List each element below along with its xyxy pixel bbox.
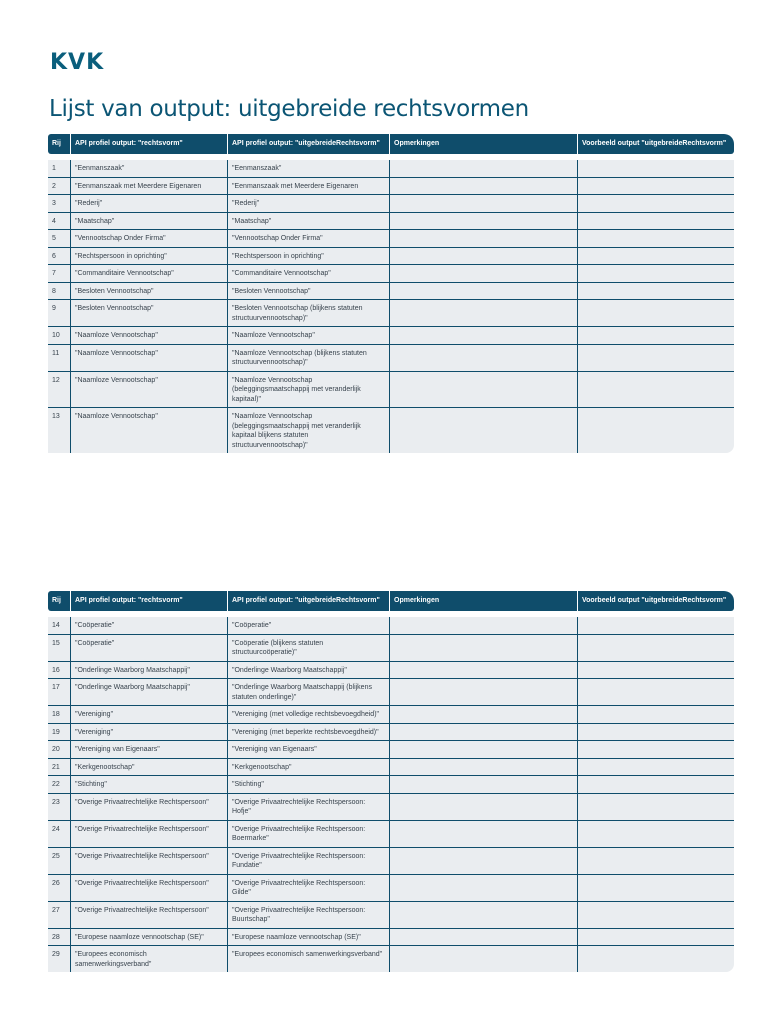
opmerkingen-cell (389, 213, 577, 230)
uitgebreide-rechtsvorm-cell: "Coöperatie (blijkens statuten structuurcoöperatie)" (227, 635, 389, 661)
table-row (48, 195, 734, 213)
opmerkingen-cell (389, 741, 577, 758)
rechtsvorm-cell: "Overige Privaatrechtelijke Rechtspersoon" (70, 875, 227, 901)
table-row (48, 345, 734, 372)
voorbeeld-output-cell (577, 706, 734, 723)
opmerkingen-cell (389, 706, 577, 723)
rechtsvorm-cell: "Vennootschap Onder Firma" (70, 230, 227, 247)
voorbeeld-output-cell (577, 372, 734, 408)
uitgebreide-rechtsvorm-cell: "Europese naamloze vennootschap (SE)" (227, 929, 389, 946)
rechtsvorm-cell: "Vereniging van Eigenaars" (70, 741, 227, 758)
uitgebreide-rechtsvorm-cell: "Vereniging (met volledige rechtsbevoegdheid)" (227, 706, 389, 723)
table-row (48, 724, 734, 742)
uitgebreide-rechtsvorm-cell: "Overige Privaatrechtelijke Rechtspersoon: Gilde" (227, 875, 389, 901)
opmerkingen-cell (389, 946, 577, 972)
opmerkingen-cell (389, 794, 577, 820)
rechtsvorm-cell: "Rederij" (70, 195, 227, 212)
uitgebreide-rechtsvorm-cell: "Onderlinge Waarborg Maatschappij (blijkens statuten onderlinge)" (227, 679, 389, 705)
rechtsvorm-cell: "Overige Privaatrechtelijke Rechtspersoon" (70, 848, 227, 874)
opmerkingen-cell (389, 724, 577, 741)
table-row (48, 776, 734, 794)
table-row (48, 178, 734, 196)
rechtsvorm-cell: "Besloten Vennootschap" (70, 300, 227, 326)
column-header-opmerkingen: Opmerkingen (389, 591, 577, 611)
table-row (48, 848, 734, 875)
row-number: 25 (52, 852, 60, 860)
column-header-voorbeeld-output: Voorbeeld output "uitgebreideRechtsvorm" (577, 134, 734, 154)
column-header-uitgebreide-rechtsvorm: API profiel output: "uitgebreideRechtsvorm" (227, 591, 389, 611)
voorbeeld-output-cell (577, 635, 734, 661)
voorbeeld-output-cell (577, 776, 734, 793)
voorbeeld-output-cell (577, 662, 734, 679)
uitgebreide-rechtsvorm-cell: "Besloten Vennootschap" (227, 283, 389, 300)
voorbeeld-output-cell (577, 902, 734, 928)
kvk-logo: KVK (50, 50, 105, 75)
column-header-uitgebreide-rechtsvorm: API profiel output: "uitgebreideRechtsvorm" (227, 134, 389, 154)
voorbeeld-output-cell (577, 946, 734, 972)
rechtsvorm-cell: "Europese naamloze vennootschap (SE)" (70, 929, 227, 946)
uitgebreide-rechtsvorm-cell: "Naamloze Vennootschap" (227, 327, 389, 344)
row-number: 8 (52, 287, 56, 295)
opmerkingen-cell (389, 617, 577, 634)
voorbeeld-output-cell (577, 213, 734, 230)
table-row (48, 300, 734, 327)
rechtsvorm-cell: "Vereniging" (70, 706, 227, 723)
opmerkingen-cell (389, 679, 577, 705)
row-number: 26 (52, 879, 60, 887)
uitgebreide-rechtsvorm-cell: "Naamloze Vennootschap (beleggingsmaatschappij met veranderlijk kapitaal blijkens statuten structuurvennootschap)" (227, 408, 389, 453)
opmerkingen-cell (389, 178, 577, 195)
voorbeeld-output-cell (577, 617, 734, 634)
uitgebreide-rechtsvorm-cell: "Eenmanszaak" (227, 160, 389, 177)
rechtsvormen-table-1 (48, 134, 734, 453)
voorbeeld-output-cell (577, 345, 734, 371)
voorbeeld-output-cell (577, 248, 734, 265)
uitgebreide-rechtsvorm-cell: "Maatschap" (227, 213, 389, 230)
column-header-opmerkingen: Opmerkingen (389, 134, 577, 154)
voorbeeld-output-cell (577, 875, 734, 901)
opmerkingen-cell (389, 902, 577, 928)
opmerkingen-cell (389, 248, 577, 265)
opmerkingen-cell (389, 230, 577, 247)
uitgebreide-rechtsvorm-cell: "Naamloze Vennootschap (blijkens statuten structuurvennootschap)" (227, 345, 389, 371)
table-row (48, 902, 734, 929)
voorbeeld-output-cell (577, 821, 734, 847)
rechtsvorm-cell: "Overige Privaatrechtelijke Rechtspersoon" (70, 794, 227, 820)
uitgebreide-rechtsvorm-cell: "Overige Privaatrechtelijke Rechtspersoon: Buurtschap" (227, 902, 389, 928)
voorbeeld-output-cell (577, 265, 734, 282)
row-number: 17 (52, 684, 60, 691)
row-number: 10 (52, 332, 60, 339)
table-row (48, 230, 734, 248)
table-row (48, 160, 734, 178)
table-row (48, 283, 734, 301)
table-row (48, 408, 734, 453)
table-row (48, 248, 734, 266)
uitgebreide-rechtsvorm-cell: "Vennootschap Onder Firma" (227, 230, 389, 247)
row-number: 16 (52, 666, 60, 674)
opmerkingen-cell (389, 372, 577, 408)
rechtsvorm-cell: "Overige Privaatrechtelijke Rechtspersoon" (70, 821, 227, 847)
row-number: 15 (52, 639, 60, 647)
opmerkingen-cell (389, 300, 577, 326)
uitgebreide-rechtsvorm-cell: "Stichting" (227, 776, 389, 793)
table-row (48, 706, 734, 724)
opmerkingen-cell (389, 265, 577, 282)
table-row (48, 821, 734, 848)
table-row (48, 741, 734, 759)
rechtsvorm-cell: "Europees economisch samenwerkingsverband" (70, 946, 227, 972)
uitgebreide-rechtsvorm-cell: "Besloten Vennootschap (blijkens statuten structuurvennootschap)" (227, 300, 389, 326)
uitgebreide-rechtsvorm-cell: "Vereniging (met beperkte rechtsbevoegdheid)" (227, 724, 389, 741)
uitgebreide-rechtsvorm-cell: "Coöperatie" (227, 617, 389, 634)
uitgebreide-rechtsvorm-cell: "Overige Privaatrechtelijke Rechtspersoon: Boermarke" (227, 821, 389, 847)
voorbeeld-output-cell (577, 160, 734, 177)
rechtsvorm-cell: "Eenmanszaak met Meerdere Eigenaren (70, 178, 227, 195)
voorbeeld-output-cell (577, 178, 734, 195)
row-number: 7 (52, 270, 56, 277)
row-number: 13 (52, 413, 60, 420)
rechtsvorm-cell: "Onderlinge Waarborg Maatschappij" (70, 662, 227, 679)
row-number: 6 (52, 252, 56, 260)
table-row (48, 794, 734, 821)
column-header-rij: Rij (52, 140, 61, 147)
column-header-rechtsvorm: API profiel output: "rechtsvorm" (70, 591, 227, 611)
table-row (48, 635, 734, 662)
uitgebreide-rechtsvorm-cell: "Naamloze Vennootschap (beleggingsmaatschappij met veranderlijk kapitaal)" (227, 372, 389, 408)
uitgebreide-rechtsvorm-cell: "Overige Privaatrechtelijke Rechtspersoon: Fundatie" (227, 848, 389, 874)
rechtsvorm-cell: "Coöperatie" (70, 635, 227, 661)
table-row (48, 372, 734, 409)
row-number: 23 (52, 798, 60, 806)
voorbeeld-output-cell (577, 300, 734, 326)
opmerkingen-cell (389, 345, 577, 371)
rechtsvorm-cell: "Naamloze Vennootschap" (70, 327, 227, 344)
row-number: 24 (52, 825, 60, 833)
opmerkingen-cell (389, 848, 577, 874)
rechtsvorm-cell: "Stichting" (70, 776, 227, 793)
opmerkingen-cell (389, 875, 577, 901)
row-number: 21 (52, 763, 60, 771)
row-number: 20 (52, 746, 60, 753)
rechtsvormen-table-2 (48, 591, 734, 972)
rechtsvorm-cell: "Naamloze Vennootschap" (70, 372, 227, 408)
voorbeeld-output-cell (577, 848, 734, 874)
row-number: 19 (52, 728, 60, 736)
row-number: 5 (52, 235, 56, 242)
row-number: 22 (52, 781, 60, 788)
uitgebreide-rechtsvorm-cell: "Onderlinge Waarborg Maatschappij" (227, 662, 389, 679)
rechtsvorm-cell: "Commanditaire Vennootschap" (70, 265, 227, 282)
rechtsvorm-cell: "Naamloze Vennootschap" (70, 345, 227, 371)
uitgebreide-rechtsvorm-cell: "Eenmanszaak met Meerdere Eigenaren (227, 178, 389, 195)
row-number: 29 (52, 951, 60, 958)
table-row (48, 265, 734, 283)
table-row (48, 759, 734, 777)
voorbeeld-output-cell (577, 929, 734, 946)
table-body (48, 617, 734, 972)
voorbeeld-output-cell (577, 724, 734, 741)
opmerkingen-cell (389, 195, 577, 212)
voorbeeld-output-cell (577, 230, 734, 247)
rechtsvorm-cell: "Maatschap" (70, 213, 227, 230)
opmerkingen-cell (389, 635, 577, 661)
rechtsvorm-cell: "Eenmanszaak" (70, 160, 227, 177)
rechtsvorm-cell: "Coöperatie" (70, 617, 227, 634)
row-number: 27 (52, 906, 60, 914)
voorbeeld-output-cell (577, 283, 734, 300)
column-header-rechtsvorm: API profiel output: "rechtsvorm" (70, 134, 227, 154)
voorbeeld-output-cell (577, 408, 734, 453)
table-row (48, 875, 734, 902)
opmerkingen-cell (389, 776, 577, 793)
voorbeeld-output-cell (577, 327, 734, 344)
table-row (48, 213, 734, 231)
rechtsvorm-cell: "Kerkgenootschap" (70, 759, 227, 776)
uitgebreide-rechtsvorm-cell: "Overige Privaatrechtelijke Rechtspersoon: Hofje" (227, 794, 389, 820)
uitgebreide-rechtsvorm-cell: "Rechtspersoon in oprichting" (227, 248, 389, 265)
table-row (48, 327, 734, 345)
row-number: 14 (52, 622, 60, 629)
row-number: 4 (52, 217, 56, 225)
table-header (48, 591, 734, 611)
table-row (48, 662, 734, 680)
column-header-rij: Rij (52, 597, 61, 604)
table-row (48, 617, 734, 635)
rechtsvorm-cell: "Rechtspersoon in oprichting" (70, 248, 227, 265)
uitgebreide-rechtsvorm-cell: "Commanditaire Vennootschap" (227, 265, 389, 282)
table-body (48, 160, 734, 453)
row-number: 12 (52, 376, 60, 384)
table-header (48, 134, 734, 154)
row-number: 2 (52, 182, 56, 190)
rechtsvorm-cell: "Onderlinge Waarborg Maatschappij" (70, 679, 227, 705)
row-number: 3 (52, 200, 56, 207)
row-number: 9 (52, 305, 56, 312)
row-number: 1 (52, 165, 56, 172)
opmerkingen-cell (389, 408, 577, 453)
voorbeeld-output-cell (577, 679, 734, 705)
row-number: 11 (52, 349, 60, 357)
row-number: 28 (52, 933, 60, 941)
opmerkingen-cell (389, 283, 577, 300)
opmerkingen-cell (389, 662, 577, 679)
opmerkingen-cell (389, 160, 577, 177)
uitgebreide-rechtsvorm-cell: "Rederij" (227, 195, 389, 212)
opmerkingen-cell (389, 821, 577, 847)
table-row (48, 679, 734, 706)
column-header-voorbeeld-output: Voorbeeld output "uitgebreideRechtsvorm" (577, 591, 734, 611)
voorbeeld-output-cell (577, 759, 734, 776)
rechtsvorm-cell: "Vereniging" (70, 724, 227, 741)
voorbeeld-output-cell (577, 794, 734, 820)
rechtsvorm-cell: "Overige Privaatrechtelijke Rechtspersoon" (70, 902, 227, 928)
opmerkingen-cell (389, 327, 577, 344)
page-title: Lijst van output: uitgebreide rechtsvormen (49, 96, 529, 122)
uitgebreide-rechtsvorm-cell: "Kerkgenootschap" (227, 759, 389, 776)
opmerkingen-cell (389, 759, 577, 776)
table-row (48, 929, 734, 947)
voorbeeld-output-cell (577, 195, 734, 212)
opmerkingen-cell (389, 929, 577, 946)
uitgebreide-rechtsvorm-cell: "Vereniging van Eigenaars" (227, 741, 389, 758)
rechtsvorm-cell: "Naamloze Vennootschap" (70, 408, 227, 453)
table-row (48, 946, 734, 972)
row-number: 18 (52, 711, 60, 718)
uitgebreide-rechtsvorm-cell: "Europees economisch samenwerkingsverband" (227, 946, 389, 972)
rechtsvorm-cell: "Besloten Vennootschap" (70, 283, 227, 300)
voorbeeld-output-cell (577, 741, 734, 758)
